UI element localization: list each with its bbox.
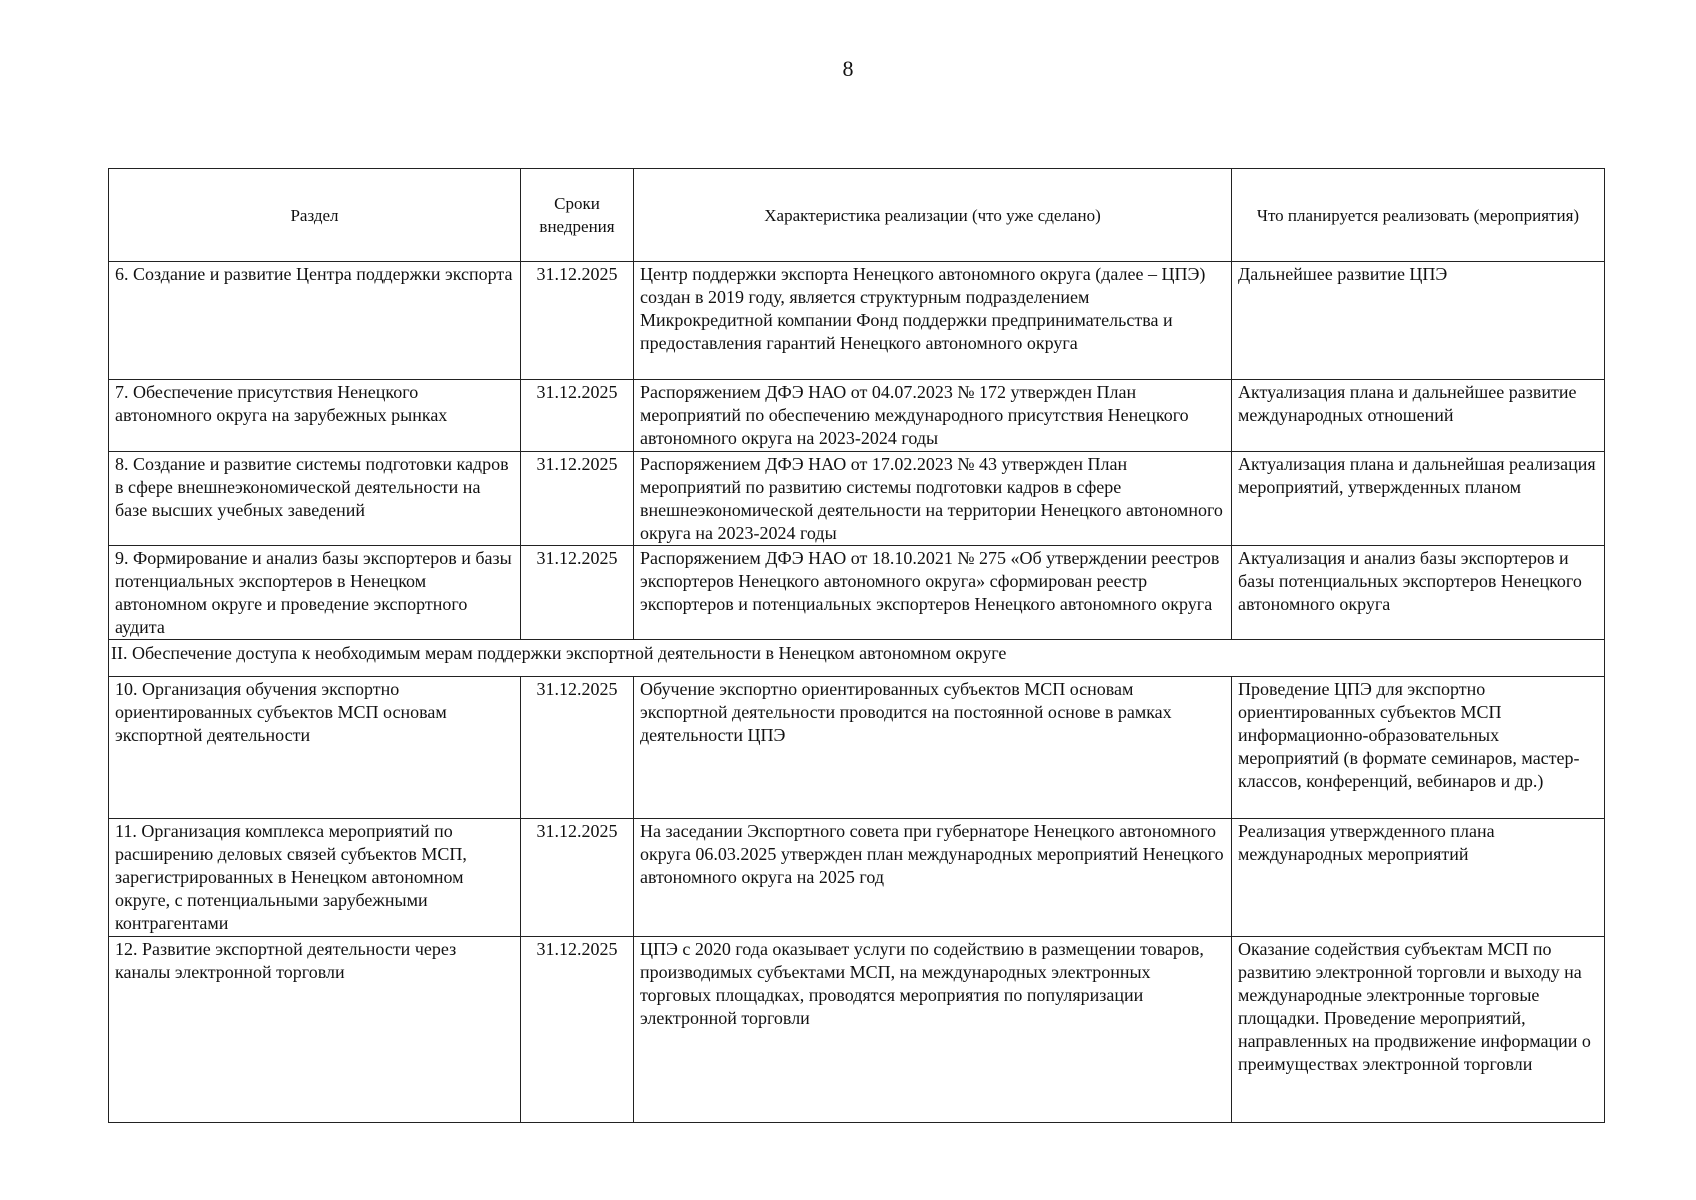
table-row [109, 452, 1605, 546]
cell-done: Обучение экспортно ориентированных субъектов МСП основам экспортной деятельности проводится на постоянной основе в рамках деятельности ЦПЭ [634, 677, 1232, 819]
cell-deadline: 31.12.2025 [521, 677, 634, 819]
header-section: Раздел [109, 169, 521, 262]
header-deadline: Сроки внедрения [521, 169, 634, 262]
cell-section: 9. Формирование и анализ базы экспортеров и базы потенциальных экспортеров в Ненецком автономном округе и проведение экспортного аудита [109, 546, 521, 640]
cell-planned: Реализация утвержденного плана международных мероприятий [1232, 819, 1605, 937]
cell-section: 11. Организация комплекса мероприятий по расширению деловых связей субъектов МСП, зарегистрированных в Ненецком автономном округе, с потенциальными зарубежными контрагентами [109, 819, 521, 937]
section-heading: II. Обеспечение доступа к необходимым мерам поддержки экспортной деятельности в Ненецком автономном округе [109, 640, 1605, 677]
cell-planned: Проведение ЦПЭ для экспортно ориентированных субъектов МСП информационно-образовательных мероприятий (в формате семинаров, мастер-классов, конференций, вебинаров и др.) [1232, 677, 1605, 819]
cell-section: 6. Создание и развитие Центра поддержки экспорта [109, 262, 521, 380]
cell-done: Центр поддержки экспорта Ненецкого автономного округа (далее – ЦПЭ) создан в 2019 году, является структурным подразделением Микрокредитной компании Фонд поддержки предпринимательства и предоставления гарантий Ненецкого автономного округа [634, 262, 1232, 380]
table-header-row [109, 169, 1605, 262]
cell-deadline: 31.12.2025 [521, 452, 634, 546]
table-row [109, 380, 1605, 452]
cell-deadline: 31.12.2025 [521, 546, 634, 640]
header-done: Характеристика реализации (что уже сделано) [634, 169, 1232, 262]
cell-planned: Актуализация плана и дальнейшая реализация мероприятий, утвержденных планом [1232, 452, 1605, 546]
table-row [109, 546, 1605, 640]
cell-section: 7. Обеспечение присутствия Ненецкого автономного округа на зарубежных рынках [109, 380, 521, 452]
table-row [109, 677, 1605, 819]
cell-deadline: 31.12.2025 [521, 380, 634, 452]
table-row [109, 937, 1605, 1123]
cell-section: 8. Создание и развитие системы подготовки кадров в сфере внешнеэкономической деятельности на базе высших учебных заведений [109, 452, 521, 546]
cell-deadline: 31.12.2025 [521, 819, 634, 937]
header-planned: Что планируется реализовать (мероприятия) [1232, 169, 1605, 262]
cell-deadline: 31.12.2025 [521, 937, 634, 1123]
cell-planned: Актуализация и анализ базы экспортеров и базы потенциальных экспортеров Ненецкого автономного округа [1232, 546, 1605, 640]
cell-done: ЦПЭ с 2020 года оказывает услуги по содействию в размещении товаров, производимых субъектами МСП, на международных электронных торговых площадках, проводятся мероприятия по популяризации электронной торговли [634, 937, 1232, 1123]
cell-planned: Дальнейшее развитие ЦПЭ [1232, 262, 1605, 380]
cell-section: 10. Организация обучения экспортно ориентированных субъектов МСП основам экспортной деятельности [109, 677, 521, 819]
cell-done: Распоряжением ДФЭ НАО от 18.10.2021 № 275 «Об утверждении реестров экспортеров Ненецкого автономного округа» сформирован реестр экспортеров и потенциальных экспортеров Ненецкого автономного округа [634, 546, 1232, 640]
cell-done: Распоряжением ДФЭ НАО от 04.07.2023 № 172 утвержден План мероприятий по обеспечению международного присутствия Ненецкого автономного округа на 2023-2024 годы [634, 380, 1232, 452]
cell-section: 12. Развитие экспортной деятельности через каналы электронной торговли [109, 937, 521, 1123]
plan-table [108, 168, 1605, 1123]
table-row [109, 819, 1605, 937]
cell-planned: Оказание содействия субъектам МСП по развитию электронной торговли и выходу на международные электронные торговые площадки. Проведение мероприятий, направленных на продвижение информации о преимуществах электронной торговли [1232, 937, 1605, 1123]
cell-done: На заседании Экспортного совета при губернаторе Ненецкого автономного округа 06.03.2025 утвержден план международных мероприятий Ненецкого автономного округа на 2025 год [634, 819, 1232, 937]
cell-done: Распоряжением ДФЭ НАО от 17.02.2023 № 43 утвержден План мероприятий по развитию системы подготовки кадров в сфере внешнеэкономической деятельности на территории Ненецкого автономного округа на 2023-2024 годы [634, 452, 1232, 546]
page-number: 8 [842, 56, 854, 81]
section-heading-row [109, 640, 1605, 677]
table-row [109, 262, 1605, 380]
cell-deadline: 31.12.2025 [521, 262, 634, 380]
cell-planned: Актуализация плана и дальнейшее развитие международных отношений [1232, 380, 1605, 452]
